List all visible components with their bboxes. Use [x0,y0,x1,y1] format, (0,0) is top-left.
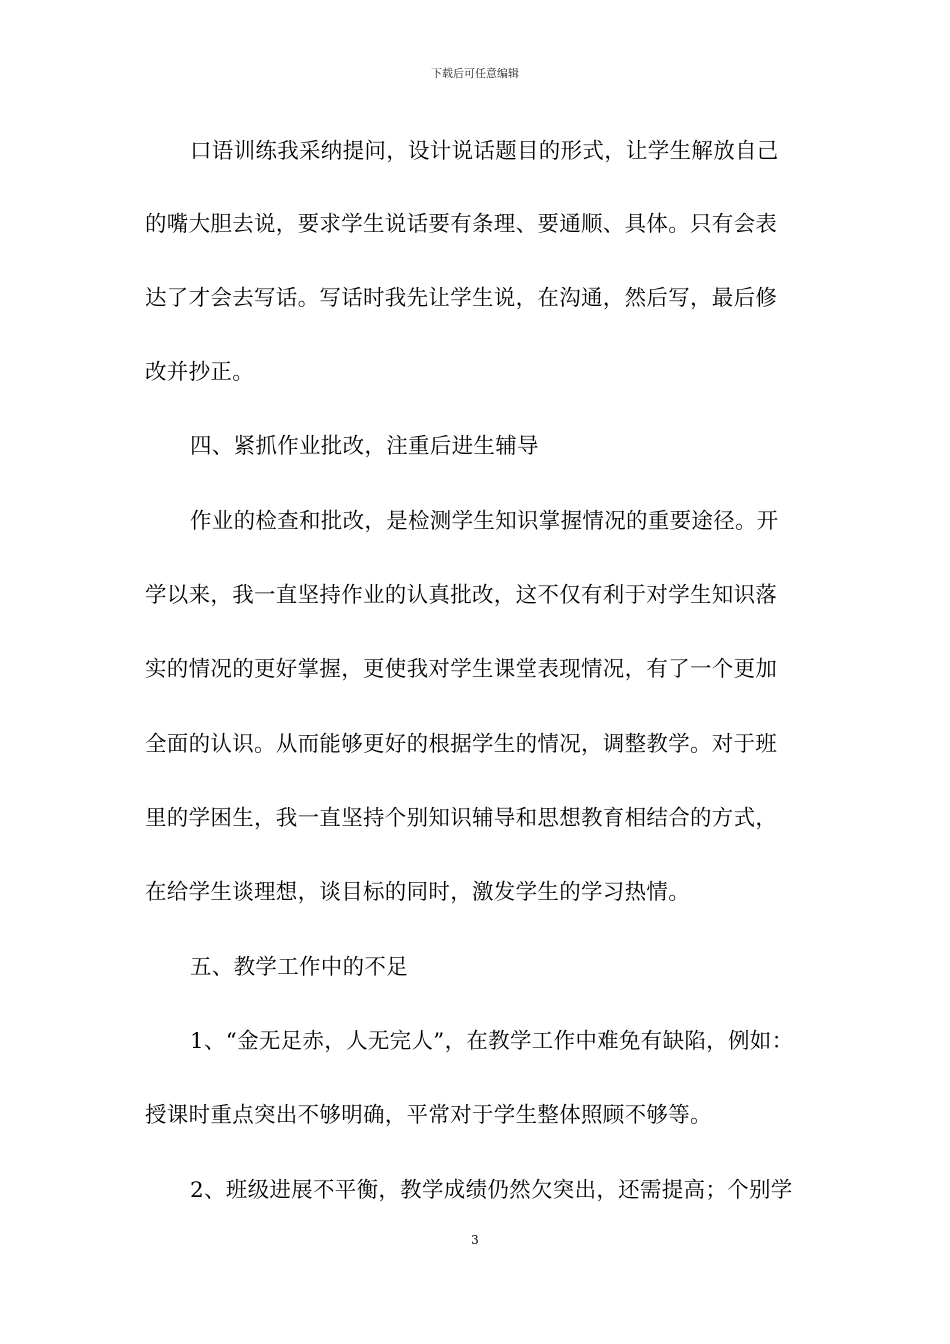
section-heading: 四、紧抓作业批改，注重后进生辅导 [190,434,539,459]
paragraph-line: 在给学生谈理想，谈目标的同时，激发学生的学习热情。 [145,880,691,905]
paragraph-line: 授课时重点突出不够明确，平常对于学生整体照顾不够等。 [145,1103,712,1128]
paragraph-line: 学以来，我一直坚持作业的认真批改，这不仅有利于对学生知识落 [145,583,778,608]
paragraph-line: 口语训练我采纳提问，设计说话题目的形式，让学生解放自己 [190,139,779,164]
paragraph-line: 里的学困生，我一直坚持个别知识辅导和思想教育相结合的方式， [145,806,778,831]
paragraph-line: 的嘴大胆去说，要求学生说话要有条理、要通顺、具体。只有会表 [145,212,778,237]
section-heading: 五、教学工作中的不足 [190,955,409,980]
page-number: 3 [471,1233,479,1247]
paragraph-line: 2、班级进展不平衡，教学成绩仍然欠突出，还需提高；个别学 [190,1178,793,1203]
paragraph-line: 达了才会去写话。写话时我先让学生说，在沟通，然后写，最后修 [145,286,778,311]
paragraph-line: 作业的检查和批改，是检测学生知识掌握情况的重要途径。开 [190,509,779,534]
paragraph-line: 1、“金无足赤，人无完人”，在教学工作中难免有缺陷，例如： [190,1029,794,1054]
paragraph-line: 全面的认识。从而能够更好的根据学生的情况，调整教学。对于班 [145,732,778,757]
page-header: 下载后可任意编辑 [431,67,519,80]
paragraph-line: 实的情况的更好掌握，更使我对学生课堂表现情况，有了一个更加 [145,657,778,682]
paragraph-line: 改并抄正。 [145,360,255,385]
